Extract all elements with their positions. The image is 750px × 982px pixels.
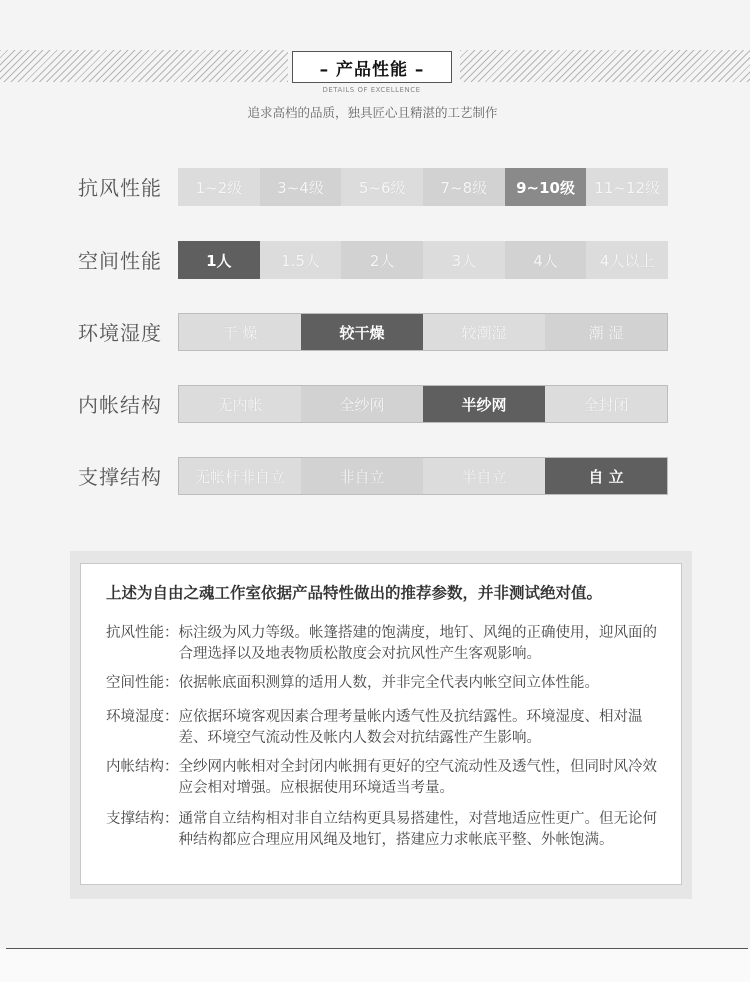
spec-row-inner bbox=[74, 383, 674, 423]
space-option-1-selected: 1人 bbox=[178, 241, 260, 279]
humidity-option-3: 较潮湿 bbox=[423, 314, 545, 350]
note-space bbox=[106, 673, 671, 694]
wind-option-2: 3~4级 bbox=[260, 168, 342, 206]
note-wind bbox=[106, 623, 671, 665]
wind-option-3: 5~6级 bbox=[341, 168, 423, 206]
section-subtitle-en: DETAILS OF EXCELLENCE bbox=[322, 86, 421, 94]
support-option-3: 半自立 bbox=[423, 458, 545, 494]
space-option-6: 4人以上 bbox=[586, 241, 668, 279]
note-key: 环境湿度： bbox=[106, 709, 179, 725]
spec-scale-space bbox=[178, 241, 668, 279]
wind-option-5-selected: 9~10级 bbox=[505, 168, 587, 206]
spec-row-humidity bbox=[74, 311, 674, 351]
support-option-2: 非自立 bbox=[301, 458, 423, 494]
wind-option-1: 1~2级 bbox=[178, 168, 260, 206]
note-support bbox=[106, 809, 671, 851]
space-option-3: 2人 bbox=[341, 241, 423, 279]
note-text: 全纱网内帐相对全封闭内帐拥有更好的空气流动性及透气性，但同时风冷效应会相对增强。应根据使用环境适当考量。 bbox=[178, 759, 657, 796]
humidity-option-4: 潮 湿 bbox=[545, 314, 667, 350]
note-key: 内帐结构： bbox=[106, 759, 179, 775]
spec-label-humidity: 环境湿度 bbox=[78, 320, 162, 345]
note-text: 依据帐底面积测算的适用人数，并非完全代表内帐空间立体性能。 bbox=[178, 675, 599, 691]
note-humidity bbox=[106, 707, 671, 749]
section-title: – 产品性能 – bbox=[292, 51, 452, 83]
spec-scale-humidity bbox=[178, 313, 668, 351]
inner-option-1: 无内帐 bbox=[179, 386, 301, 422]
note-key: 支撑结构： bbox=[106, 811, 179, 827]
support-option-1: 无帐杆非自立 bbox=[179, 458, 301, 494]
note-inner bbox=[106, 757, 671, 799]
notes-heading: 上述为自由之魂工作室依据产品特性做出的推荐参数，并非测试绝对值。 bbox=[106, 584, 603, 602]
spec-label-inner: 内帐结构 bbox=[78, 392, 162, 417]
space-option-2: 1.5人 bbox=[260, 241, 342, 279]
spec-scale-inner bbox=[178, 385, 668, 423]
space-option-4: 3人 bbox=[423, 241, 505, 279]
note-key: 空间性能： bbox=[106, 675, 179, 691]
space-option-5: 4人 bbox=[505, 241, 587, 279]
wind-option-4: 7~8级 bbox=[423, 168, 505, 206]
header-hatch-right bbox=[460, 50, 750, 82]
spec-scale-support bbox=[178, 457, 668, 495]
inner-option-3-selected: 半纱网 bbox=[423, 386, 545, 422]
humidity-option-2-selected: 较干燥 bbox=[301, 314, 423, 350]
note-text: 标注级为风力等级。帐篷搭建的饱满度，地钉、风绳的正确使用，迎风面的合理选择以及地表物质松散度会对抗风性产生客观影响。 bbox=[178, 625, 657, 662]
note-text: 通常自立结构相对非自立结构更具易搭建性，对营地适应性更广。但无论何种结构都应合理应用风绳及地钉，搭建应力求帐底平整、外帐饱满。 bbox=[178, 811, 657, 848]
header-hatch-left bbox=[0, 50, 288, 82]
spec-row-space bbox=[74, 239, 674, 279]
inner-option-4: 全封闭 bbox=[545, 386, 667, 422]
humidity-option-1: 干 燥 bbox=[179, 314, 301, 350]
section-tagline: 追求高档的品质，独具匠心且精湛的工艺制作 bbox=[247, 105, 498, 120]
spec-row-support bbox=[74, 455, 674, 495]
note-key: 抗风性能： bbox=[106, 625, 179, 641]
spec-label-support: 支撑结构 bbox=[78, 464, 162, 489]
wind-option-6: 11~12级 bbox=[586, 168, 668, 206]
inner-option-2: 全纱网 bbox=[301, 386, 423, 422]
spec-label-space: 空间性能 bbox=[78, 248, 162, 273]
spec-scale-wind bbox=[178, 168, 668, 206]
note-text: 应依据环境客观因素合理考量帐内透气性及抗结露性。环境湿度、相对温差、环境空气流动性及帐内人数会对抗结露性产生影响。 bbox=[178, 709, 643, 746]
spec-row-wind bbox=[74, 166, 674, 206]
support-option-4-selected: 自 立 bbox=[545, 458, 667, 494]
bottom-area bbox=[0, 949, 750, 982]
spec-label-wind: 抗风性能 bbox=[78, 175, 162, 200]
